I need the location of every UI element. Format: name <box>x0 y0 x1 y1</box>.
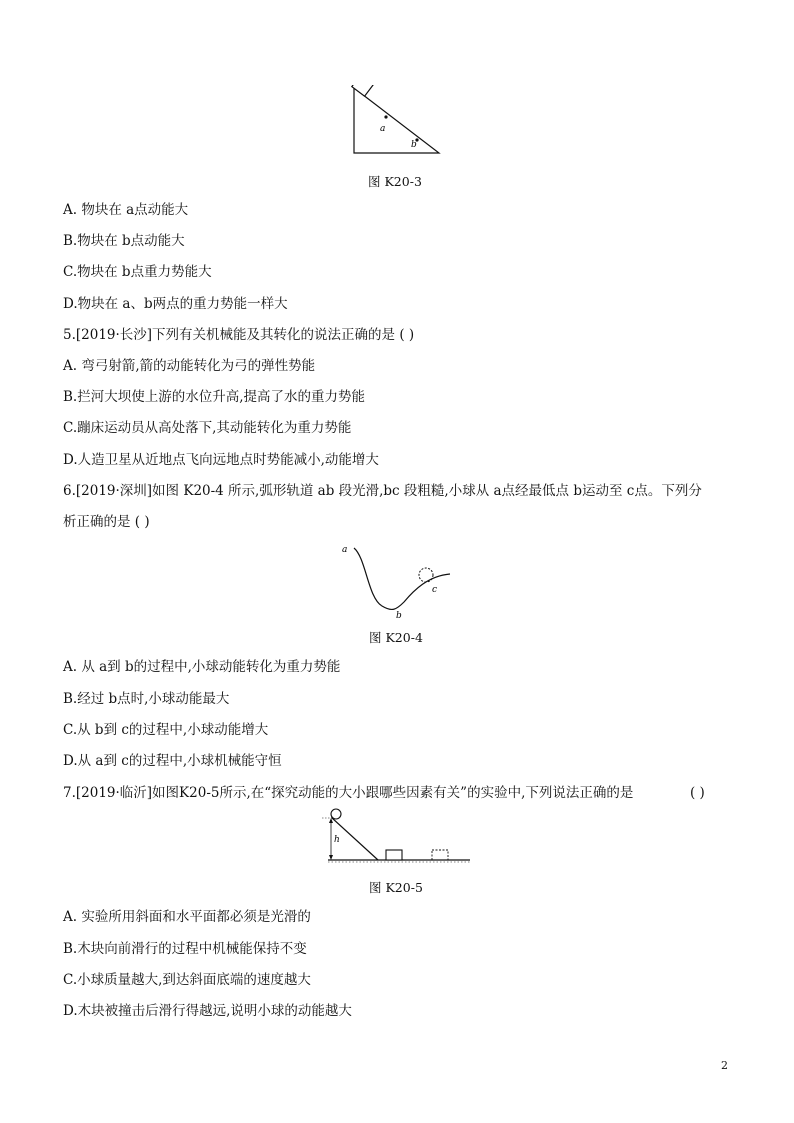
q6-option-d: D.从 a到 c的过程中,小球机械能守恒 <box>63 753 282 769</box>
q7-option-a: A. 实验所用斜面和水平面都必须是光滑的 <box>63 909 311 925</box>
block <box>352 85 373 96</box>
q4-option-b: B.物块在 b点动能大 <box>63 233 185 249</box>
page-number: 2 <box>721 1059 728 1072</box>
q6-stem-line1: 6.[2019·深圳]如图 K20-4 所示,弧形轨道 ab 段光滑,bc 段粗糙,小球从 a点经最低点 b运动至 c点。下列分 <box>63 483 702 499</box>
q4-option-a: A. 物块在 a点动能大 <box>63 202 189 218</box>
point-a-label: a <box>342 545 348 555</box>
q5-option-c: C.蹦床运动员从高处落下,其动能转化为重力势能 <box>63 420 352 436</box>
wood-block-dashed <box>432 850 448 860</box>
wood-block <box>386 850 402 860</box>
q7-answer-parens: ( ) <box>690 785 705 801</box>
height-h-label: h <box>334 835 340 845</box>
q7-option-d: D.木块被撞击后滑行得越远,说明小球的动能越大 <box>63 1003 352 1019</box>
q4-option-d: D.物块在 a、b两点的重力势能一样大 <box>63 296 288 312</box>
point-b-label: b <box>396 611 402 621</box>
ramp-experiment-figure <box>320 808 476 866</box>
q6-option-b: B.经过 b点时,小球动能最大 <box>63 691 230 707</box>
incline-figure <box>345 85 445 157</box>
figure-caption-k20-4: 图 K20-4 <box>369 630 423 645</box>
point-c-label: c <box>432 585 438 595</box>
q5-option-d: D.人造卫星从近地点飞向远地点时势能减小,动能增大 <box>63 452 379 468</box>
q6-option-c: C.从 b到 c的过程中,小球动能增大 <box>63 722 269 738</box>
point-b-label: b <box>411 140 417 150</box>
ball-dashed <box>419 568 433 582</box>
q7-option-b: B.木块向前滑行的过程中机械能保持不变 <box>63 941 307 957</box>
q6-option-a: A. 从 a到 b的过程中,小球动能转化为重力势能 <box>63 659 341 675</box>
q5-option-a: A. 弯弓射箭,箭的动能转化为弓的弹性势能 <box>63 358 316 374</box>
curved-track-figure <box>338 538 458 622</box>
q6-stem-line2: 析正确的是 ( ) <box>63 514 150 530</box>
q5-stem: 5.[2019·长沙]下列有关机械能及其转化的说法正确的是 ( ) <box>63 327 415 343</box>
q7-option-c: C.小球质量越大,到达斜面底端的速度越大 <box>63 972 311 988</box>
point-a-label: a <box>380 124 386 134</box>
figure-caption-k20-5: 图 K20-5 <box>369 880 423 895</box>
q7-stem: 7.[2019·临沂]如图K20-5所示,在“探究动能的大小跟哪些因素有关”的实验中,下列说法正确的是 <box>63 785 634 801</box>
figure-caption-k20-3: 图 K20-3 <box>368 174 422 189</box>
ball <box>331 809 341 819</box>
q4-option-c: C.物块在 b点重力势能大 <box>63 264 212 280</box>
q5-option-b: B.拦河大坝使上游的水位升高,提高了水的重力势能 <box>63 389 366 405</box>
